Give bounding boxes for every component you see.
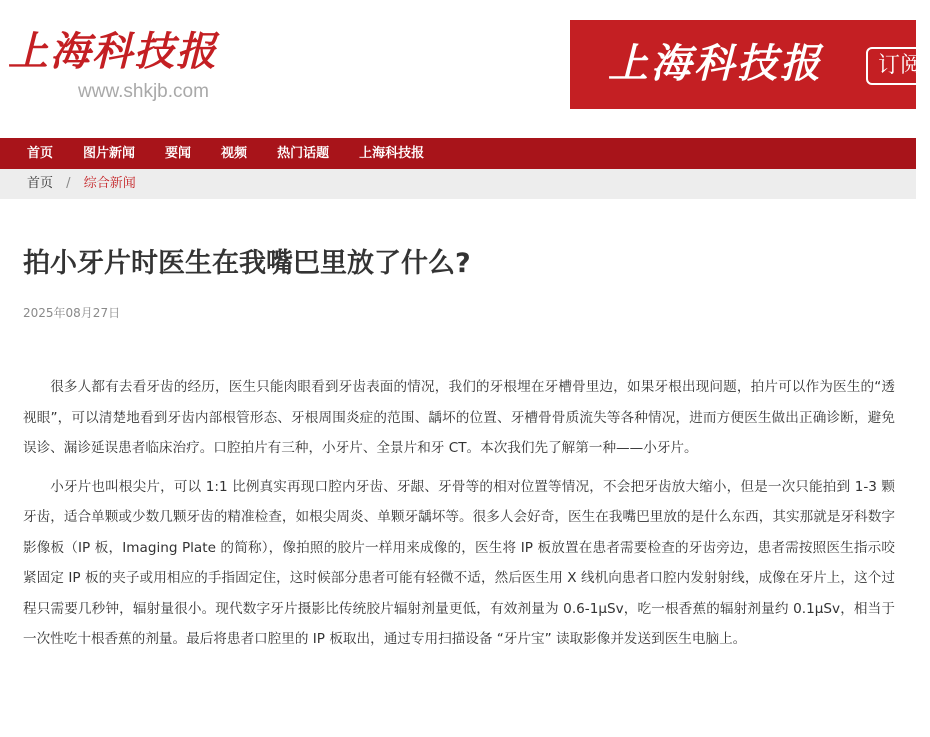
breadcrumb-home[interactable]: 首页 xyxy=(27,176,54,191)
breadcrumb-current[interactable]: 综合新闻 xyxy=(83,176,136,191)
site-header xyxy=(0,0,923,138)
article-title: 拍小牙片时医生在我嘴巴里放了什么? xyxy=(23,248,471,279)
banner-title: 上海科技报 xyxy=(608,40,823,87)
site-logo[interactable]: 上海科技报 xyxy=(8,28,218,75)
nav-item-hot-topics[interactable]: 热门话题 xyxy=(277,146,330,161)
article-paragraph: 很多人都有去看牙齿的经历，医生只能肉眼看到牙齿表面的情况，我们的牙根埋在牙槽骨里边，如果牙根出现问题，拍片可以作为医生的“透视眼”，可以清楚地看到牙齿内部根管形态、牙根周围炎症的范围、龋坏的位置、牙槽骨骨质流失等各种情况，进而方便医生做出正确诊断，避免误诊、漏诊延误患者临床治疗。口腔拍片有三种，小牙片、全景片和牙 CT。本次我们先了解第一种——小牙片。 xyxy=(23,379,895,456)
breadcrumb xyxy=(0,169,916,199)
breadcrumb-separator: / xyxy=(66,176,71,191)
nav-item-video[interactable]: 视频 xyxy=(221,146,248,161)
main-nav xyxy=(0,138,916,169)
article-body xyxy=(23,372,895,663)
article-paragraph: 小牙片也叫根尖片，可以 1:1 比例真实再现口腔内牙齿、牙龈、牙骨等的相对位置等情况，不会把牙齿放大缩小，但是一次只能拍到 1-3 颗牙齿，适合单颗或少数几颗牙齿的精准检查，如根尖周炎、单颗牙龋坏等。很多人会好奇，医生在我嘴巴里放的是什么东西，其实那就是牙科数字影像板（IP 板，Imaging Plate 的简称），像拍照的胶片一样用来成像的，医生将 IP 板放置在患者需要检查的牙齿旁边，患者需按照医生指示咬紧固定 IP 板的夹子或用相应的手指固定住，这时候部分患者可能有轻微不适，然后医生用 X 线机向患者口腔内发射射线，成像在牙片上，这个过程只需要几秒钟，辐射量很小。现代数字牙片摄影比传统胶片辐射剂量更低，有效剂量为 0.6-1μSv，吃一根香蕉的辐射剂量约 0.1μSv，相当于一次性吃十根香蕉的剂量。最后将患者口腔里的 IP 板取出，通过专用扫描设备 “牙片宝” 读取影像并发送到医生电脑上。 xyxy=(23,478,895,647)
subscribe-button[interactable]: 订阅 xyxy=(866,47,930,85)
nav-item-headlines[interactable]: 要闻 xyxy=(165,146,192,161)
nav-item-home[interactable]: 首页 xyxy=(27,146,54,161)
nav-item-shkjb[interactable]: 上海科技报 xyxy=(359,146,425,161)
subscribe-banner[interactable] xyxy=(570,20,923,109)
site-url[interactable]: www.shkjb.com xyxy=(78,81,209,102)
article-date: 2025年08月27日 xyxy=(23,306,121,320)
nav-item-photo-news[interactable]: 图片新闻 xyxy=(83,146,136,161)
